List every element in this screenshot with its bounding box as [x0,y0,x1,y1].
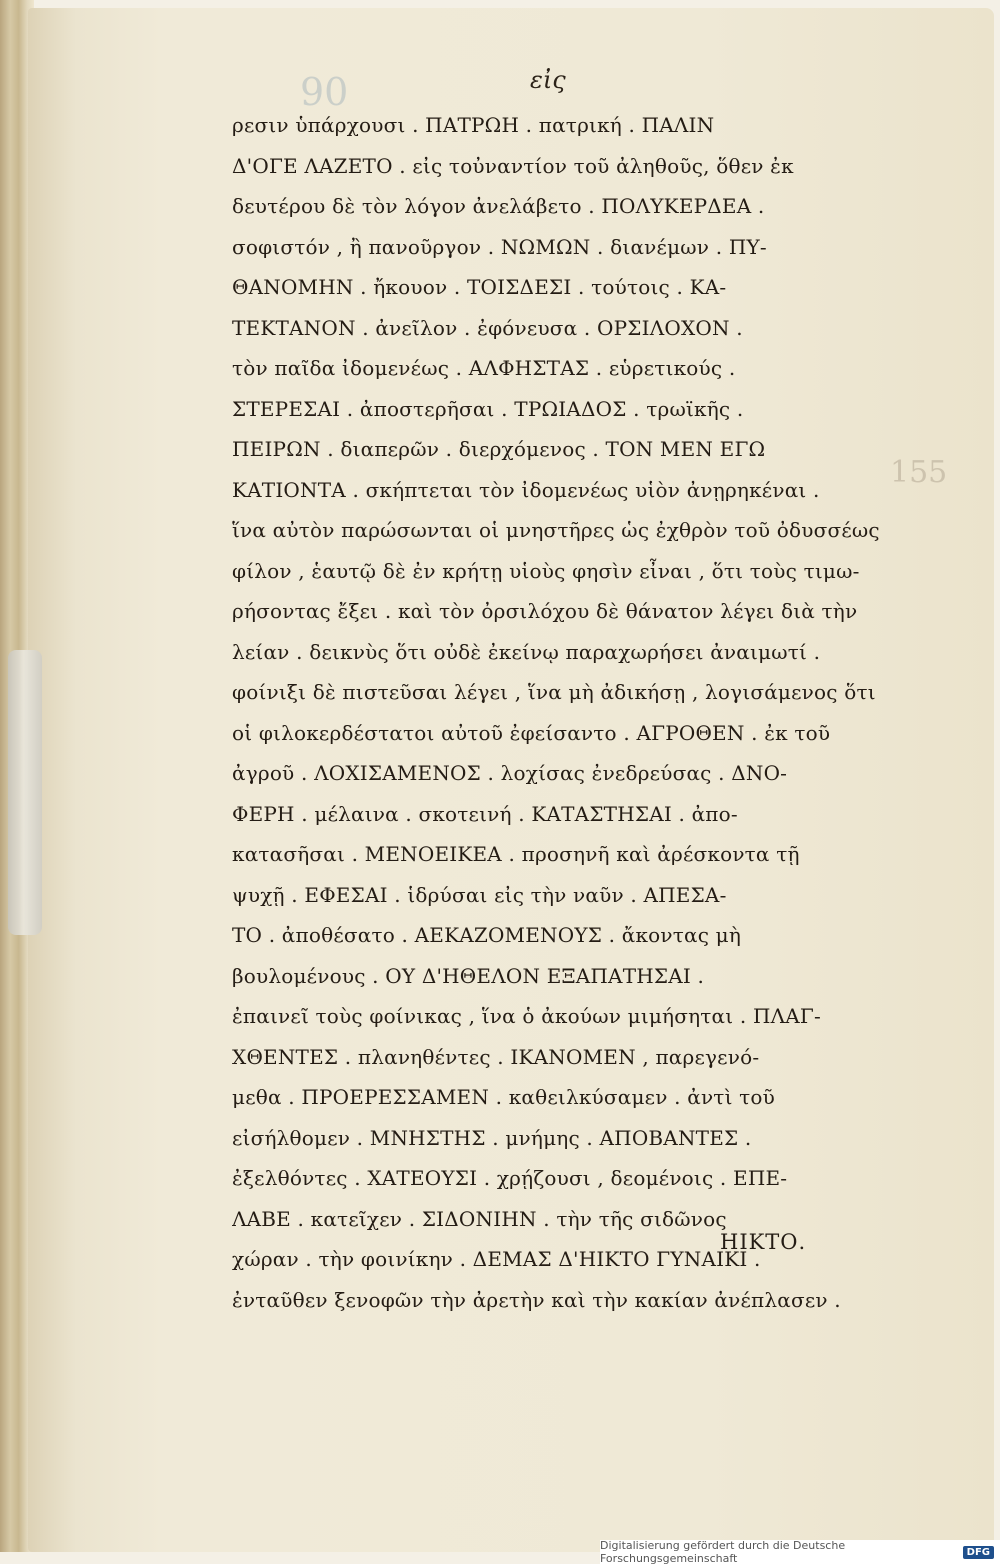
text-line: ΤΟ . ἀποθέσατο . ΑΕΚΑΖΟΜΕΝΟΥΣ . ἄκοντας μὴ [232,923,742,947]
text-block [232,105,882,1320]
text-line: ΠΕΙΡΩΝ . διαπερῶν . διερχόμενος . ΤΟΝ ΜΕΝ ΕΓΩ [232,437,766,461]
text-line: ἐνταῦθεν ξενοφῶν τὴν ἀρετὴν καὶ τὴν κακίαν ἀνέπλασεν . [232,1287,841,1312]
text-line: φίλον , ἑαυτῷ δὲ ἐν κρήτῃ υἱοὺς φησὶν εἶναι , ὅτι τοὺς τιμω- [232,558,860,583]
footer-credit-text: Digitalisierung gefördert durch die Deutsche Forschungsgemeinschaft [600,1539,846,1564]
text-line: σοφιστόν , ἢ πανοῦργον . ΝΩΜΩΝ . διανέμων . ΠΥ- [232,234,767,259]
text-line: δευτέρου δὲ τὸν λόγον ἀνελάβετο . ΠΟΛΥΚΕΡΔΕΑ . [232,194,765,218]
text-line: ΧΘΕΝΤΕΣ . πλανηθέντες . ΙΚΑΝΟΜΕΝ , παρεγενό- [232,1044,760,1069]
bleed-through-page-number: 90 [300,70,349,114]
text-line: χώραν . τὴν φοινίκην . ΔΕΜΑΣ Δ'ΗΙΚΤΟ ΓΥΝΑΙΚΙ . [232,1247,761,1271]
bleed-through-margin-note: 155 [890,455,948,490]
text-line: βουλομένους . ΟΥ Δ'ΗΘΕΛΟΝ ΕΞΑΠΑΤΗΣΑΙ . [232,963,705,988]
text-line: οἱ φιλοκερδέστατοι αὐτοῦ ἐφείσαντο . ΑΓΡΟΘΕΝ . ἐκ τοῦ [232,720,831,745]
text-line: μεθα . ΠΡΟΕΡΕΣΣΑΜΕΝ . καθειλκύσαμεν . ἀντὶ τοῦ [232,1085,776,1109]
dfg-logo-icon: DFG [963,1546,994,1559]
text-line: φοίνιξι δὲ πιστεῦσαι λέγει , ἵνα μὴ ἀδικήσῃ , λογισάμενος ὅτι [232,680,876,704]
text-line: ΣΤΕΡΕΣΑΙ . ἀποστερῆσαι . ΤΡΩΙΑΔΟΣ . τρωϊκῆς . [232,396,744,421]
text-line: ΤΕΚΤΑΝΟΝ . ἀνεῖλον . ἐφόνευσα . ΟΡΣΙΛΟΧΟΝ . [232,315,743,340]
text-line: ἐπαινεῖ τοὺς φοίνικας , ἵνα ὁ ἀκούων μιμήσηται . ΠΛΑΓ- [232,1004,821,1028]
text-line: κατασῆσαι . ΜΕΝΟΕΙΚΕΑ . προσηνῆ καὶ ἀρέσκοντα τῇ [232,842,800,866]
catchword: ΗΙΚΤΟ. [720,1230,807,1254]
text-line: εἰσήλθομεν . ΜΝΗΣΤΗΣ . μνήμης . ΑΠΟΒΑΝΤΕΣ . [232,1125,752,1150]
text-line: ΚΑΤΙΟΝΤΑ . σκήπτεται τὸν ἰδομενέως υἱὸν ἀνῃρηκέναι . [232,477,820,502]
text-line: Δ'ΟΓΕ ΛΑΖΕΤΟ . εἰς τοὐναντίον τοῦ ἀληθοῦς, ὅθεν ἐκ [232,153,794,178]
text-line: ρεσιν ὑπάρχουσι . ΠΑΤΡΩΗ . πατρική . ΠΑΛΙΝ [232,113,715,137]
text-line: ΛΑΒΕ . κατεῖχεν . ΣΙΔΟΝΙΗΝ . τὴν τῆς σιδῶνος [232,1206,727,1231]
text-line: ψυχῇ . ΕΦΕΣΑΙ . ἱδρύσαι εἰς τὴν ναῦν . ΑΠΕΣΑ- [232,882,727,907]
text-line: λείαν . δεικνὺς ὅτι οὐδὲ ἐκείνῳ παραχωρήσει ἀναιμωτί . [232,639,821,664]
page-clip [8,650,42,935]
text-line: τὸν παῖδα ἰδομενέως . ΑΛΦΗΣΤΑΣ . εὑρετικούς . [232,356,736,380]
text-line: ἐξελθόντες . ΧΑΤΕΟΥΣΙ . χρῄζουσι , δεομένοις . ΕΠΕ- [232,1166,788,1190]
text-line: ἀγροῦ . ΛΟΧΙΣΑΜΕΝΟΣ . λοχίσας ἐνεδρεύσας . ΔΝΟ- [232,761,788,785]
page-heading: εἰς [530,66,566,94]
text-line: ΦΕΡΗ . μέλαινα . σκοτεινή . ΚΑΤΑΣΤΗΣΑΙ . ἀπο- [232,801,738,826]
footer-credit-bar [600,1540,1000,1564]
text-line: ρήσοντας ἔξει . καὶ τὸν ὀρσιλόχου δὲ θάνατον λέγει διὰ τὴν [232,599,858,623]
text-line: ΘΑΝΟΜΗΝ . ἤκουον . ΤΟΙΣΔΕΣΙ . τούτοις . ΚΑ- [232,275,727,299]
text-line: ἵνα αὐτὸν παρώσωνται οἱ μνηστῆρες ὡς ἐχθρὸν τοῦ ὀδυσσέως [232,518,880,542]
